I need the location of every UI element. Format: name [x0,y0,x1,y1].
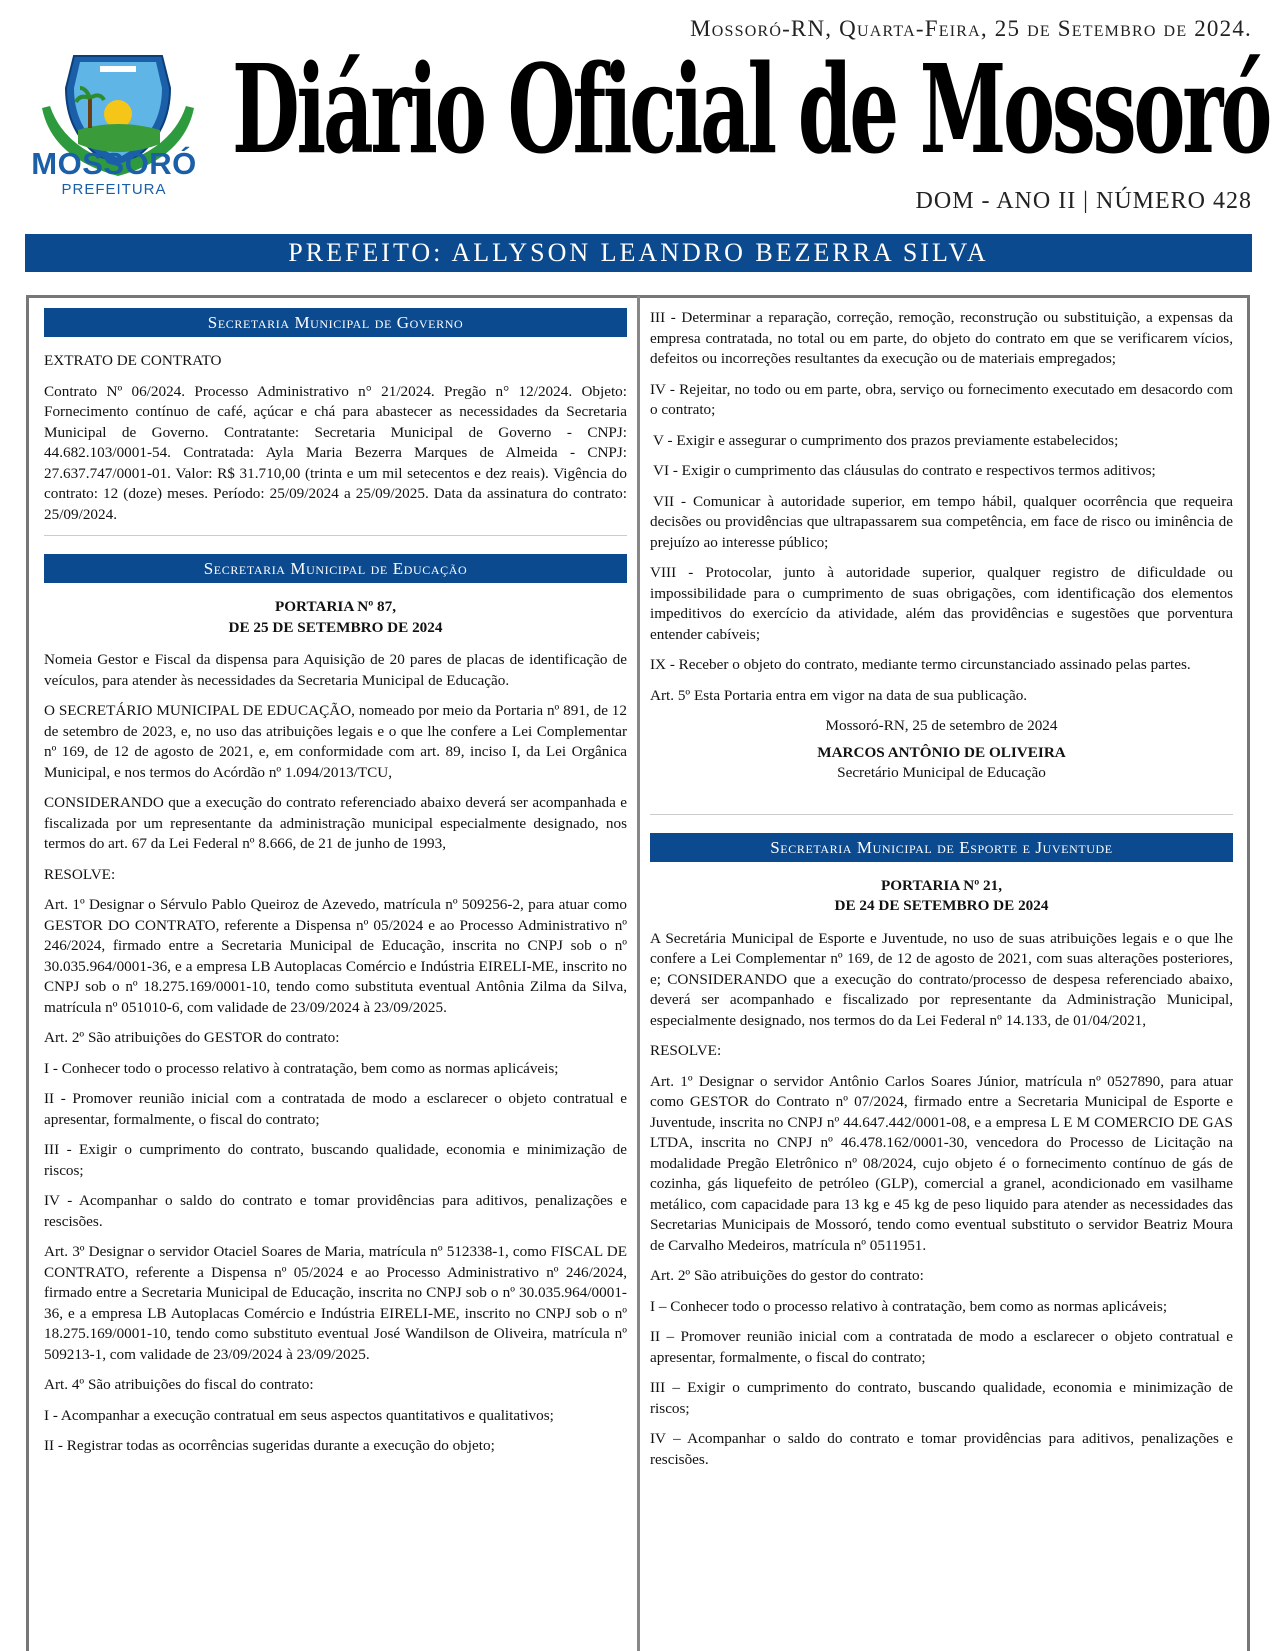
paragraph: Art. 2º São atribuições do gestor do contrato: [650,1267,924,1284]
paragraph: I - Conhecer todo o processo relativo à contratação, bem como as normas aplicáveis; [44,1059,559,1077]
logo-name: MOSSORÓ [31,146,197,181]
signer-name: MARCOS ANTÔNIO DE OLIVEIRA [817,743,1066,761]
logo-sub: PREFEITURA [61,181,167,198]
edition-number: DOM - ANO II | NÚMERO 428 [915,188,1252,214]
portaria-date: DE 25 DE SETEMBRO DE 2024 [228,618,443,636]
paragraph: III - Determinar a reparação, correção, remoção, reconstrução ou substituição, a expensas da empresa contratada, no total ou em parte, do objeto do contrato em que se verificarem vícios, defeitos ou incorreções resultantes da execução ou de materiais empregados; [650,309,1233,367]
paragraph: VII - Comunicar à autoridade superior, em tempo hábil, qualquer ocorrência que requeira decisões ou providências que ultrapassarem sua competência, em face de risco ou iminência de prejuízo ao interesse público; [650,492,1233,551]
paragraph: II – Promover reunião inicial com a contratada de modo a esclarecer o objeto contratual e apresentar, formalmente, o fiscal do contrato; [650,1328,1233,1366]
paragraph: II - Registrar todas as ocorrências sugeridas durante a execução do objeto; [44,1437,495,1454]
paragraph: Art. 3º Designar o servidor Otaciel Soares de Maria, matrícula nº 512338-1, como FISCAL DE CONTRATO, referente a Dispensa nº 05/2024 e ao Processo Administrativo nº 246/2024, firmado entre a Secretaria Municipal de Educação, inscrita no CNPJ sob o nº 30.035.964/0001-36, e a empresa LB Autoplacas Comércio e Indústria EIRELI-ME, inscrito no CNPJ sob o nº 18.275.169/0001-10, tendo como substituto eventual José Wandilson de Oliveira, matrícula nº 509213-1, com validade de 23/09/2024 à 23/09/2025. [44,1243,627,1363]
paragraph: RESOLVE: [650,1042,722,1059]
paragraph: IV - Acompanhar o saldo do contrato e tomar providências para aditivos, penalizações e rescisões. [44,1192,627,1230]
paragraph: Art. 4º São atribuições do fiscal do contrato: [44,1376,314,1393]
paragraph: CONSIDERANDO que a execução do contrato referenciado abaixo deverá ser acompanhada e fiscalizada por um representante da administração municipal especialmente designado, nos termos do art. 67 da Lei Federal nº 8.666, de 21 de junho de 1993, [44,794,627,852]
right-column [650,308,1233,1480]
portaria-number: PORTARIA Nº 21, [880,876,1003,894]
paragraph: Art. 1º Designar o servidor Antônio Carlos Soares Júnior, matrícula nº 0527890, para atuar como GESTOR do Contrato nº 07/2024, firmado entre a Secretaria Municipal de Esporte e Juventude, inscrita no CNPJ nº 44.647.442/0001-08, e a empresa L E M COMERCIO DE GAS LTDA, inscrita no CNPJ nº 46.478.162/0001-30, vencedora do Processo de Licitação na modalidade Pregão Eletrônico nº 08/2024, cujo objeto é o fornecimento contínuo de gás de cozinha, gás liquefeito de petróleo (GLP), comercial a granel, acondicionado em vasilhame metálico, com capacidade para 13 kg e 45 kg de peso liquido para atender as necessidades das Secretarias Municipais de Mossoró, tendo como eventual substituto o servidor Beatriz Moura de Carvalho Medeiros, matrícula nº 0511951. [650,1072,1233,1254]
paragraph: V - Exigir e assegurar o cumprimento dos prazos previamente estabelecidos; [653,431,1119,449]
column-divider [637,296,640,1651]
left-column [44,308,627,1467]
paragraph: Art. 1º Designar o Sérvulo Pablo Queiroz de Azevedo, matrícula nº 509256-2, para atuar como GESTOR DO CONTRATO, referente a Dispensa nº 05/2024 e ao Processo Administrativo nº 246/2024, firmado entre a Secretaria Municipal de Educação, inscrita no CNPJ sob o nº 30.035.964/0001-36, e a empresa LB Autoplacas Comércio e Indústria EIRELI-ME, inscrito no CNPJ sob o nº 18.275.169/0001-10, tendo como substituta eventual Antônia Zilma da Silva, matrícula nº 051010-6, com validade de 23/09/2024 à 23/09/2025. [44,896,627,1016]
paragraph: Art. 2º São atribuições do GESTOR do contrato: [44,1029,340,1046]
paragraph: O SECRETÁRIO MUNICIPAL DE EDUCAÇÃO, nomeado por meio da Portaria nº 891, de 12 de setembro de 2023, e, no uso das atribuições legais e o que lhe confere a Lei Complementar nº 169, de 12 de agosto de 2021, e, em conformidade com art. 89, inciso I, da Lei Orgânica Municipal, e nos termos do Acórdão nº 1.094/2013/TCU, [44,702,627,781]
signer-role: Secretário Municipal de Educação [837,764,1046,781]
mayor-banner: PREFEITO: ALLYSON LEANDRO BEZERRA SILVA [25,234,1252,272]
paragraph: I – Conhecer todo o processo relativo à contratação, bem como as normas aplicáveis; [650,1297,1168,1315]
paragraph: RESOLVE: [44,865,116,883]
section-heading-governo: Secretaria Municipal de Governo [44,308,627,337]
paragraph: III - Exigir o cumprimento do contrato, buscando qualidade, economia e minimização de riscos; [44,1141,627,1179]
paragraph: IV - Rejeitar, no todo ou em parte, obra, serviço ou fornecimento executado em desacordo com o contrato; [650,380,1233,418]
section-heading-educacao: Secretaria Municipal de Educação [44,554,627,583]
paragraph: III – Exigir o cumprimento do contrato, buscando qualidade, economia e minimização de riscos; [650,1379,1233,1417]
portaria-date: DE 24 DE SETEMBRO DE 2024 [834,897,1049,914]
paragraph: I - Acompanhar a execução contratual em seus aspectos quantitativos e qualitativos; [44,1406,554,1424]
paragraph: IX - Receber o objeto do contrato, mediante termo circunstanciado assinado pelas partes. [650,656,1191,673]
section-separator [650,814,1233,815]
section-separator [44,535,627,536]
portaria-number: PORTARIA Nº 87, [274,598,397,615]
doc-title: EXTRATO DE CONTRATO [44,352,222,369]
paragraph: II - Promover reunião inicial com a contratada de modo a esclarecer o objeto contratual e apresentar, formalmente, o fiscal do contrato; [44,1090,627,1128]
paragraph: A Secretária Municipal de Esporte e Juventude, no uso de suas atribuições legais e o que lhe confere a Lei Complementar nº 169, de 12 de agosto de 2021, com suas alterações posteriores, e; CONSIDERANDO que a execução do contrato/processo de despesa referenciado abaixo, deverá ser acompanhado e fiscalizado por representante da Administração Municipal, especialmente designado, nos termos do da Lei Federal nº 14.133, de 01/04/2021, [650,929,1233,1029]
section-heading-esporte: Secretaria Municipal de Esporte e Juventude [650,833,1233,862]
paragraph: VIII - Protocolar, junto à autoridade superior, qualquer registro de dificuldade ou impossibilidade para o cumprimento de suas obrigações, com identificação dos elementos impeditivos do exercício da atividade, além das providências e sugestões que porventura entender cabíveis; [650,564,1233,643]
paragraph: Contrato Nº 06/2024. Processo Administrativo n° 21/2024. Pregão n° 12/2024. Objeto: Fornecimento contínuo de café, açúcar e chá para abastecer as necessidades da Secretaria Municipal de Governo. Contratante: Secretaria Municipal de Governo - CNPJ: 44.682.103/0001-54. Contratada: Ayla Maria Bezerra Marques de Almeida - CNPJ: 27.637.747/0001-01. Valor: R$ 31.710,00 (trinta e um mil setecentos e dez reais). Vigência do contrato: 12 (doze) meses. Período: 25/09/2024 a 25/09/2025. Data da assinatura do contrato: 25/09/2024. [44,382,627,523]
paragraph: Nomeia Gestor e Fiscal da dispensa para Aquisição de 20 pares de placas de identificação de veículos, para atender às necessidades da Secretaria Municipal de Educação. [44,651,627,689]
place-date: Mossoró-RN, 25 de setembro de 2024 [825,717,1058,734]
dateline: Mossoró-RN, Quarta-Feira, 25 de Setembro de 2024. [690,16,1252,41]
paragraph: VI - Exigir o cumprimento das cláusulas do contrato e respectivos termos aditivos; [653,462,1156,479]
paragraph: Art. 5º Esta Portaria entra em vigor na data de sua publicação. [650,686,1028,704]
masthead-title: Diário Oficial de Mossoró [232,37,1270,181]
paragraph: IV – Acompanhar o saldo do contrato e tomar providências para aditivos, penalizações e rescisões. [650,1430,1233,1468]
